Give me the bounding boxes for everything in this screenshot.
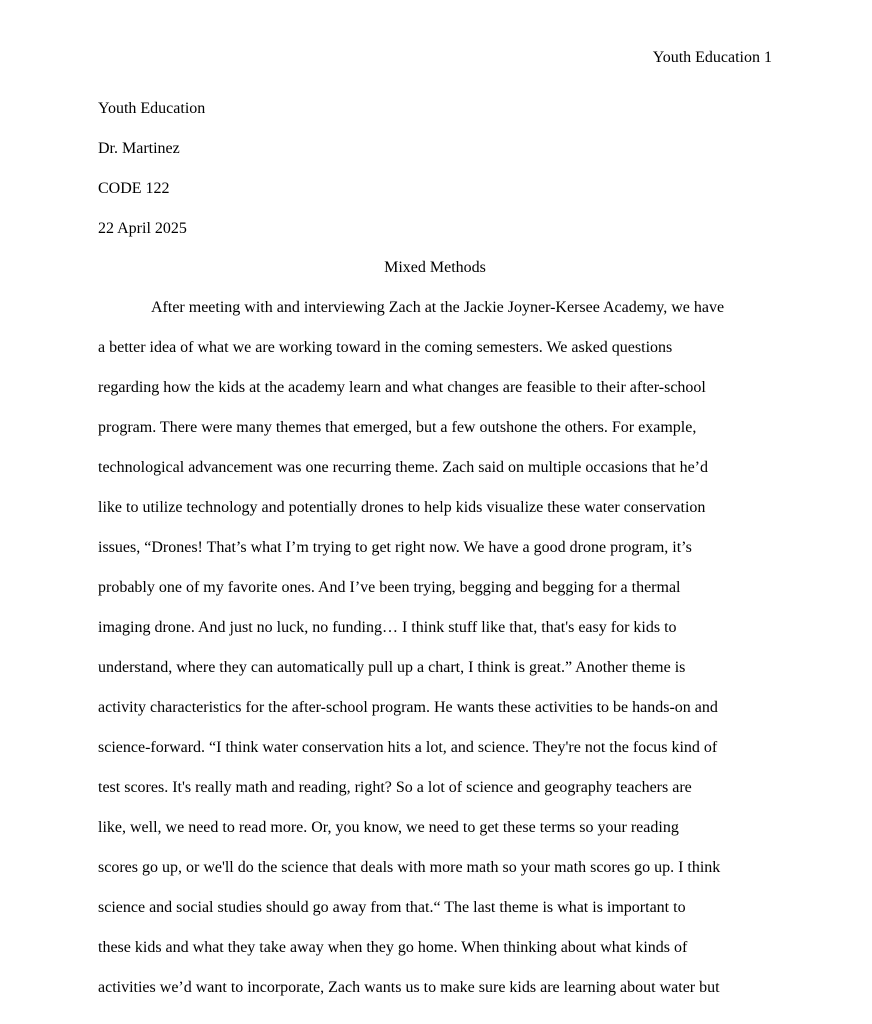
mla-heading [98,97,205,257]
body-line: activities we’d want to incorporate, Zach wants us to make sure kids are learning about water but [98,979,720,996]
running-head: Youth Education 1 [652,49,772,66]
body-line: understand, where they can automatically pull up a chart, I think is great.” Another theme is [98,659,686,676]
body-line: regarding how the kids at the academy learn and what changes are feasible to their after-school [98,379,706,396]
body-line: technological advancement was one recurring theme. Zach said on multiple occasions that he’d [98,459,708,476]
body-line: imaging drone. And just no luck, no funding… I think stuff like that, that's easy for kids to [98,619,677,636]
heading-instructor: Dr. Martinez [98,140,180,157]
heading-code: CODE 122 [98,180,170,197]
body-paragraph [98,296,778,1016]
body-line: probably one of my favorite ones. And I’ve been trying, begging and begging for a thermal [98,579,681,596]
body-line: activity characteristics for the after-school program. He wants these activities to be hands-on and [98,699,718,716]
body-line: these kids and what they take away when they go home. When thinking about what kinds of [98,939,688,956]
body-line: science-forward. “I think water conservation hits a lot, and science. They're not the focus kind of [98,739,718,756]
heading-course: Youth Education [98,100,206,117]
body-line: scores go up, or we'll do the science that deals with more math so your math scores go up. I think [98,859,721,876]
body-line: issues, “Drones! That’s what I’m trying to get right now. We have a good drone program, it’s [98,539,692,556]
body-line: a better idea of what we are working toward in the coming semesters. We asked questions [98,339,673,356]
document-title: Mixed Methods [384,259,486,276]
body-line: like to utilize technology and potentially drones to help kids visualize these water conservation [98,499,706,516]
body-line: science and social studies should go away from that.“ The last theme is what is important to [98,899,686,916]
body-line: test scores. It's really math and reading, right? So a lot of science and geography teachers are [98,779,692,796]
body-line: program. There were many themes that emerged, but a few outshone the others. For example, [98,419,697,436]
body-line: like, well, we need to read more. Or, you know, we need to get these terms so your reading [98,819,679,836]
heading-date: 22 April 2025 [98,220,187,237]
body-line: After meeting with and interviewing Zach at the Jackie Joyner-Kersee Academy, we have [151,299,725,316]
